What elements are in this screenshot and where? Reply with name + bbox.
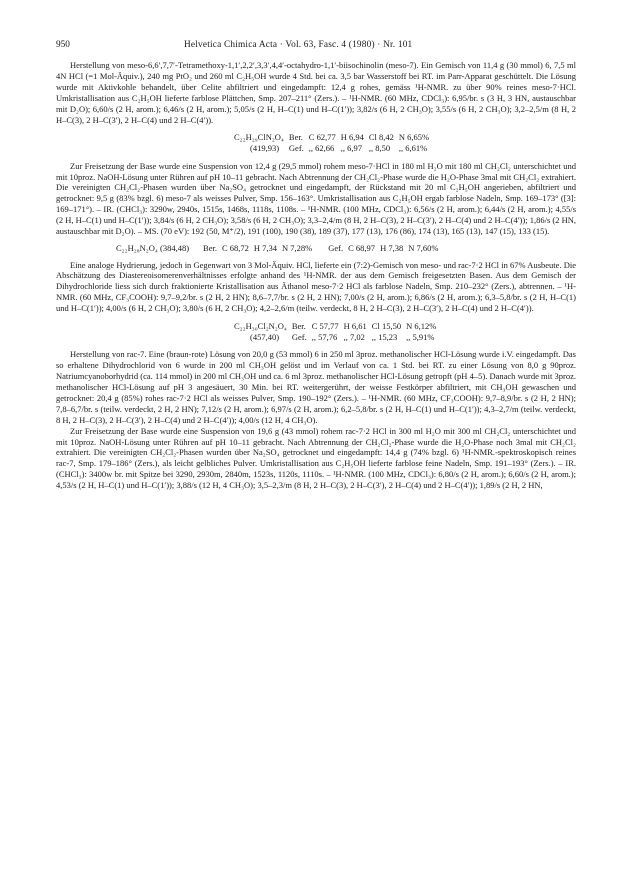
paragraph-rac-7-synthesis: Herstellung von rac-7. Eine (braun-rote) Lösung von 20,0 g (53 mmol) 6 in 250 ml 3proz. methanolischer HCl-Lösung wurde i.V. eingedampft. Das so erhaltene Dihydrochlorid von 6 wurde in 200 ml CH₃OH gelöst und im Verlauf von ca. 1 Std. bei RT. zu einer Lösung von 8,0 g 90proz. Natriumcyanoborhydrid (ca. 114 mmol) in 200 ml CH₃OH und ca. 6 ml 3proz. methanolischer HCl-Lösung getropft (pH 4–5). Danach wurde mit 3proz. methanolischer HCl-Lösung auf pH 3 angesäuert, 30 Min. bei RT. weitergerührt, der weisse Festkörper abfiltriert, mit CH₃OH gewaschen und getrocknet: 20,4 g (85%) rohes rac-7·2 HCl als weisses Pulver, Smp. 190–192° (Zers.). – ¹H-NMR. (60 MHz, CF₃COOH): 9,7–8,9/br. s (2 H, 2 HN); 7,8–6,7/br. s (teilw. verdeckt, 2 H, 2 HN); 7,12/s (2 H, arom.); 6,97/s (2 H, arom.); 6,2–5,8/br. s (2 H, H–C(1) und H–C(1′)); 4,3–2,7/m (teilw. verdeckt, 8 H, 2 H–C(3), 2 H–C(3′), 2 H–C(4) und 2 H–C(4′)); 4,00/s (12 H, 4 CH₃O). (56, 349, 576, 425)
analysis-value: Cl 8,42 (368, 132, 394, 143)
analysis-formula: C₂₂H₂₉ClN₂O₄ (234, 132, 284, 143)
elemental-analysis-meso-7-2hcl (234, 321, 576, 342)
paragraph-meso-7-base: Zur Freisetzung der Base wurde eine Suspension von 12,4 g (29,5 mmol) rohem meso-7·HCl in 180 ml H₂O mit 180 ml CH₂Cl₂ unterschichtet und mit 10proz. NaOH-Lösung unter Rühren auf pH 10–11 gebracht. Nach Abtrennung der CH₂Cl₂-Phase wurde die H₂O-Phase 3mal mit CH₂Cl₂ extrahiert. Die vereinigten CH₂Cl₂-Phasen wurden über Na₂SO₄ getrocknet und eingedampft, der Rückstand mit 20 ml C₂H₅OH angerieben, abfiltriert und getrocknet: 9,5 g (83% bzgl. 6) meso-7 als weisses Pulver, Smp. 156–163°. Umkristallisation aus C₂H₅OH ergab farblose Nadeln, Smp. 169–173° ([3]: 169–171°). – IR. (CHCl₃): 3290w, 2940s, 1515s, 1468s, 1118s, 1108s. – ¹H-NMR. (100 MHz, CDCl₃): 6,56/s (2 H, arom.); 6,44/s (2 H, arom.); 4,55/s (2 H, H–C(1) und H–C(1′)); 3,84/s (6 H, 2 CH₃O); 3,58/s (6 H, 2 CH₃O); 3,3–2,4/m (8 H, 2 H–C(3), 2 H–C(3′), 2 H–C(4) und 2 H–C(4′)); 1,86/s (2 HN, austauschbar mit D₂O). – MS. (70 eV): 192 (50, M⁺/2), 191 (100), 190 (38), 189 (37), 177 (13), 176 (86), 174 (13), 165 (13), 147 (15), 133 (15). (56, 160, 576, 237)
analysis-value: H 6,94 (340, 132, 364, 143)
analysis-calc-label: Ber. (291, 321, 306, 332)
analysis-calc-label: Ber. (203, 242, 217, 253)
analysis-value: ,, 6,97 (340, 143, 362, 154)
analysis-value: ,, 7,02 (343, 331, 365, 342)
analysis-value: H 7,38 (380, 242, 404, 253)
running-header (56, 40, 576, 54)
analysis-value: H 7,34 (253, 242, 278, 253)
analysis-calc-label: Ber. (288, 132, 303, 143)
article-body (56, 60, 576, 491)
analysis-value: C 68,72 (221, 242, 249, 253)
analysis-value: ,, 5,91% (406, 331, 435, 342)
journal-title: Helvetica Chimica Acta · Vol. 63, Fasc. 4 (1980) · Nr. 101 (184, 40, 413, 50)
analysis-found-label: Gef. (328, 242, 344, 253)
analysis-value: H 6,61 (343, 321, 367, 332)
elemental-analysis-meso-7 (116, 243, 576, 254)
paragraph-meso-7-synthesis: Herstellung von meso-6,6′,7,7′-Tetramethoxy-1,1′,2,2′,3,3′,4,4′-octahydro-1,1′-biisochinolin (meso-7). Ein Gemisch von 11,4 g (30 mmol) 6, 7,5 ml 4N HCl (=1 Mol-Äquiv.), 240 mg PtO₂ und 260 ml C₂H₅OH wurde 4 Std. bei ca. 3,5 bar Wasserstoff bei RT. im Parr-Apparat geschüttelt. Die Lösung wurde mit Aktivkohle behandelt, über Celite abfiltriert und eingedampft: 12,4 g rohes, gemäss ¹H-NMR. zu über 90% reines meso-7·HCl. Umkristallisation aus C₂H₅OH lieferte farblose Plättchen, Smp. 207–211° (Zers.). – ¹H-NMR. (60 MHz, CDCl₃): 6,95/br. s (3 H, 3 HN, austauschbar mit D₂O); 6,60/s (2 H, arom.); 6,46/s (2 H, arom.); 5,05/s (2 H, H–C(1) und H–C(1′)); 3,82/s (6 H, 2 CH₃O); 3,55/s (6 H, 2 CH₃O); 3,2–2,5/m (8 H, 2 H–C(3), 2 H–C(3′), 2 H–C(4) und 2 H–C(4′)). (56, 60, 576, 125)
analysis-value: ,, 8,50 (368, 143, 391, 154)
analysis-found-label: Gef. (291, 331, 307, 342)
analysis-value: C 57,77 (311, 321, 339, 332)
analysis-value: ,, 57,76 (311, 331, 338, 342)
analysis-value: ,, 6,61% (398, 143, 428, 154)
analysis-value: C 62,77 (308, 132, 336, 143)
analysis-value: N 7,60% (408, 242, 439, 253)
analysis-molecular-weight: (457,40) (250, 331, 280, 342)
analysis-value: Cl 15,50 (371, 321, 402, 332)
analysis-formula: C₂₂H₃₀Cl₂N₂O₄ (234, 321, 287, 332)
analysis-found-label: Gef. (288, 143, 304, 154)
analysis-value: ,, 62,66 (308, 143, 335, 154)
analysis-value: ,, 15,23 (371, 331, 398, 342)
analysis-formula: C₂₂H₂₈N₂O₄ (384,48) (116, 242, 190, 253)
analysis-value: N 6,65% (398, 132, 430, 143)
analysis-value: N 6,12% (406, 321, 437, 332)
analysis-value: C 68,97 (348, 242, 376, 253)
elemental-analysis-meso-7-hcl (234, 132, 576, 153)
paragraph-hydrogenation-mixture: Eine analoge Hydrierung, jedoch in Gegenwart von 3 Mol-Äquiv. HCl, lieferte ein (7:2)-Gemisch von meso- und rac-7·2 HCl in 67% Ausbeute. Die Abschätzung des Diastereoisomerenverhältnisses erfolgte anhand des ¹H-NMR. der aus dem Gemisch freigesetzten Basen. Aus dem Gemisch der Dihydrochloride liess sich durch fraktionierte Kristallisation aus Äthanol meso-7·2 HCl als farblose Nadeln, Smp. 210–232° (Zers.), abtrennen. – ¹H-NMR. (60 MHz, CF₃COOH): 9,7–9,2/br. s (2 H, 2 HN); 8,6–7,7/br. s (2 H, 2 HN); 7,00/s (2 H, arom.); 6,86/s (2 H, arom.); 6,3–5,8/br. s (2 H, H–C(1) und H–C(1′)); 4,00/s (6 H, 2 CH₃O); 3,80/s (6 H, 2 CH₃O); 4,2–2,6/m (teilw. verdeckt, 8 H, 2 H–C(3), 2 H–C(3′), 2 H–C(4) und 2 H–C(4′)). (56, 259, 576, 314)
page (56, 40, 576, 491)
paragraph-rac-7-base: Zur Freisetzung der Base wurde eine Suspension von 19,6 g (43 mmol) rohem rac-7·2 HCl in 300 ml H₂O mit 300 ml CH₂Cl₂ unterschichtet und mit 10proz. NaOH-Lösung unter Rühren auf pH 10–11 gebracht. Nach Abtrennung der CH₂Cl₂-Phase wurde die H₂O-Phase noch 3mal mit CH₂Cl₂ extrahiert. Die vereinigten CH₂Cl₂-Phasen wurden über Na₂SO₄ getrocknet und eingedampft: 14,4 g (74% bzgl. 6) ¹H-NMR.-spektroskopisch reines rac-7, Smp. 179–186° (Zers.), als leicht gelbliches Pulver. Umkristallisation aus C₂H₅OH lieferte farblose feine Nadeln, Smp. 191–193° (Zers.). – IR. (CHCl₃): 3400w br. mit Spitze bei 3290, 2930m, 2840m, 1523s, 1120s, 1110s. – ¹H-NMR. (100 MHz, CDCl₃): 6,80/s (2 H, arom.); 6,60/s (2 H, arom.); 4,53/s (2 H, H–C(1) und H–C(1′)); 3,88/s (12 H, 4 CH₃O); 3,5–2,3/m (8 H, 2 H–C(3), 2 H–C(3′), 2 H–C(4) und 2 H–C(4′)); 1,89/s (2 H, 2 HN, (56, 425, 576, 491)
page-number: 950 (56, 40, 70, 50)
analysis-value: N 7,28% (282, 242, 313, 253)
analysis-molecular-weight: (419,93) (250, 143, 280, 154)
